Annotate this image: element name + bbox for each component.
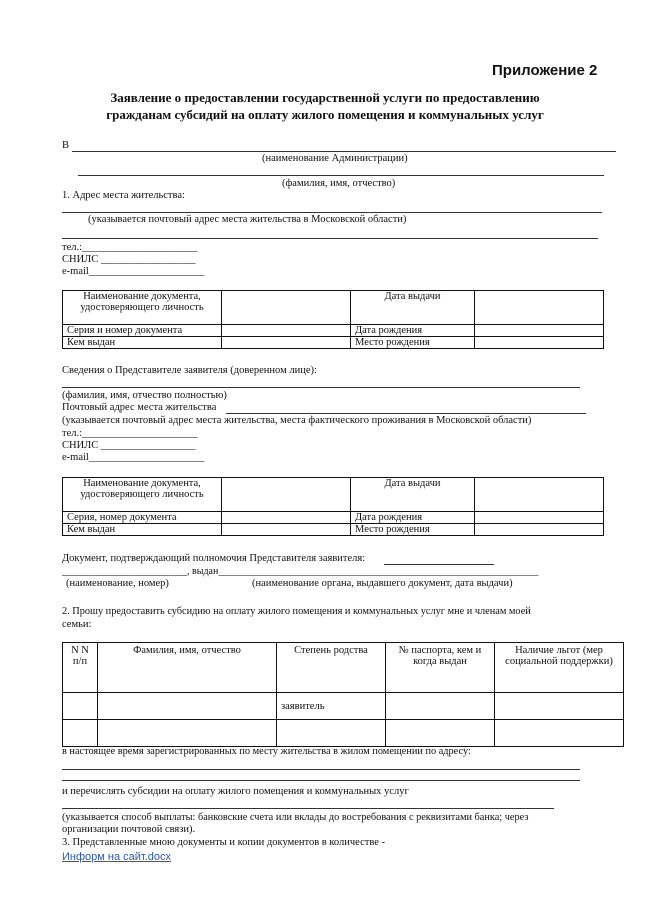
request-line2: семьи: [62,619,92,630]
birth-date-label: Дата рождения [351,325,475,337]
document-title-line2: гражданам субсидий на оплату жилого помещения и коммунальных услуг [106,107,544,122]
admin-name-line[interactable] [72,151,616,152]
row-relation[interactable] [277,720,386,747]
header-benefits: Наличие льгот (мер социальной поддержки) [495,643,624,693]
family-members-table [62,642,624,747]
address-line-1[interactable] [62,212,602,213]
name-caption: (фамилия, имя, отчество) [282,178,396,189]
applicant-document-table [62,290,604,349]
authority-caption-left: (наименование, номер) [66,578,169,589]
issue-date-value[interactable] [475,291,604,325]
residence-text: в настоящее время зарегистрированных по месту жительства в жилом помещении по адресу: [62,746,471,757]
address-line-2[interactable] [62,238,598,239]
doc-name-label: Наименование документа, [83,291,201,302]
representative-address-line[interactable] [226,413,586,414]
doc-name-cell [63,478,222,512]
doc-name-value[interactable] [222,478,351,512]
applicant-email[interactable]: e-mail______________________ [62,266,205,277]
header-relation: Степень родства [277,643,386,693]
series-label: Серия, номер документа [63,512,222,524]
header-fio: Фамилия, имя, отчество [98,643,277,693]
applicant-snils[interactable]: СНИЛС __________________ [62,254,196,265]
representative-phone[interactable]: тел.:______________________ [62,428,198,439]
doc-name-value[interactable] [222,291,351,325]
recipient-prefix: В [62,140,70,151]
issued-by-label: Кем выдан [63,337,222,349]
address-label: 1. Адрес места жительства: [62,190,185,201]
issue-date-value[interactable] [475,478,604,512]
representative-heading: Сведения о Представителе заявителя (доверенном лице): [62,365,317,376]
row-passport[interactable] [386,720,495,747]
authority-caption-right: (наименование органа, выдавшего документ, дата выдачи) [252,578,513,589]
payment-line[interactable] [62,808,554,809]
row-fio[interactable] [98,693,277,720]
doc-name-label: Наименование документа, [83,478,201,489]
authority-label: Документ, подтверждающий полномочия Представителя заявителя: [62,553,366,564]
document-title-line1: Заявление о предоставлении государственной услуги по предоставлению [110,90,540,105]
authority-doc-line[interactable] [384,564,494,565]
applicant-phone[interactable]: тел.:______________________ [62,242,198,253]
birth-place-value[interactable] [475,337,604,349]
authority-issued-line[interactable]: _________________________, выдан________________________________________________________________ [62,566,539,577]
table-row [63,693,624,720]
header-number: N N п/п [63,643,98,693]
representative-name-line[interactable] [62,387,580,388]
birth-date-value[interactable] [475,512,604,524]
representative-email[interactable]: e-mail______________________ [62,452,205,463]
row-benefits[interactable] [495,693,624,720]
attachment-link[interactable]: Информ на сайт.docx [62,851,172,863]
residence-line-1[interactable] [62,769,580,770]
header-passport: № паспорта, кем и когда выдан [386,643,495,693]
birth-date-value[interactable] [475,325,604,337]
birth-date-label: Дата рождения [351,512,475,524]
table-row [63,720,624,747]
row-passport[interactable] [386,693,495,720]
representative-document-table [62,477,604,536]
issue-date-label: Дата выдачи [351,291,475,325]
doc-name-cell [63,291,222,325]
request-line1: 2. Прошу предоставить субсидию на оплату жилого помещения и коммунальных услуг мне и членам моей [62,606,531,617]
admin-caption: (наименование Администрации) [262,153,408,164]
row-benefits[interactable] [495,720,624,747]
issue-date-label: Дата выдачи [351,478,475,512]
payment-caption2: организации почтовой связи). [62,824,196,835]
representative-address-label: Почтовый адрес места жительства [62,402,217,413]
payment-text: и перечислять субсидии на оплату жилого помещения и коммунальных услуг [62,786,409,797]
birth-place-value[interactable] [475,524,604,536]
documents-count-line: 3. Представленные мною документы и копии документов в количестве - [62,837,386,848]
row-number[interactable] [63,720,98,747]
address-caption: (указывается почтовый адрес места жительства в Московской области) [88,214,407,225]
residence-line-2[interactable] [62,780,580,781]
series-label: Серия и номер документа [63,325,222,337]
doc-name-label2: удостоверяющего личность [80,489,204,500]
issued-by-value[interactable] [222,524,351,536]
representative-snils[interactable]: СНИЛС __________________ [62,440,196,451]
row-fio[interactable] [98,720,277,747]
birth-place-label: Место рождения [351,337,475,349]
row-relation[interactable]: заявитель [277,693,386,720]
issued-by-label: Кем выдан [63,524,222,536]
appendix-label: Приложение 2 [492,62,598,79]
series-value[interactable] [222,512,351,524]
birth-place-label: Место рождения [351,524,475,536]
representative-fio-caption: (фамилия, имя, отчество полностью) [62,390,227,401]
doc-name-label2: удостоверяющего личность [80,302,204,313]
issued-by-value[interactable] [222,337,351,349]
representative-address-caption: (указывается почтовый адрес места жительства, места фактического проживания в Московской области) [62,415,532,426]
row-number[interactable] [63,693,98,720]
applicant-name-line[interactable] [78,175,604,176]
series-value[interactable] [222,325,351,337]
payment-caption1: (указывается способ выплаты: банковские счета или вклады до востребования с реквизитами банка; через [62,812,529,823]
